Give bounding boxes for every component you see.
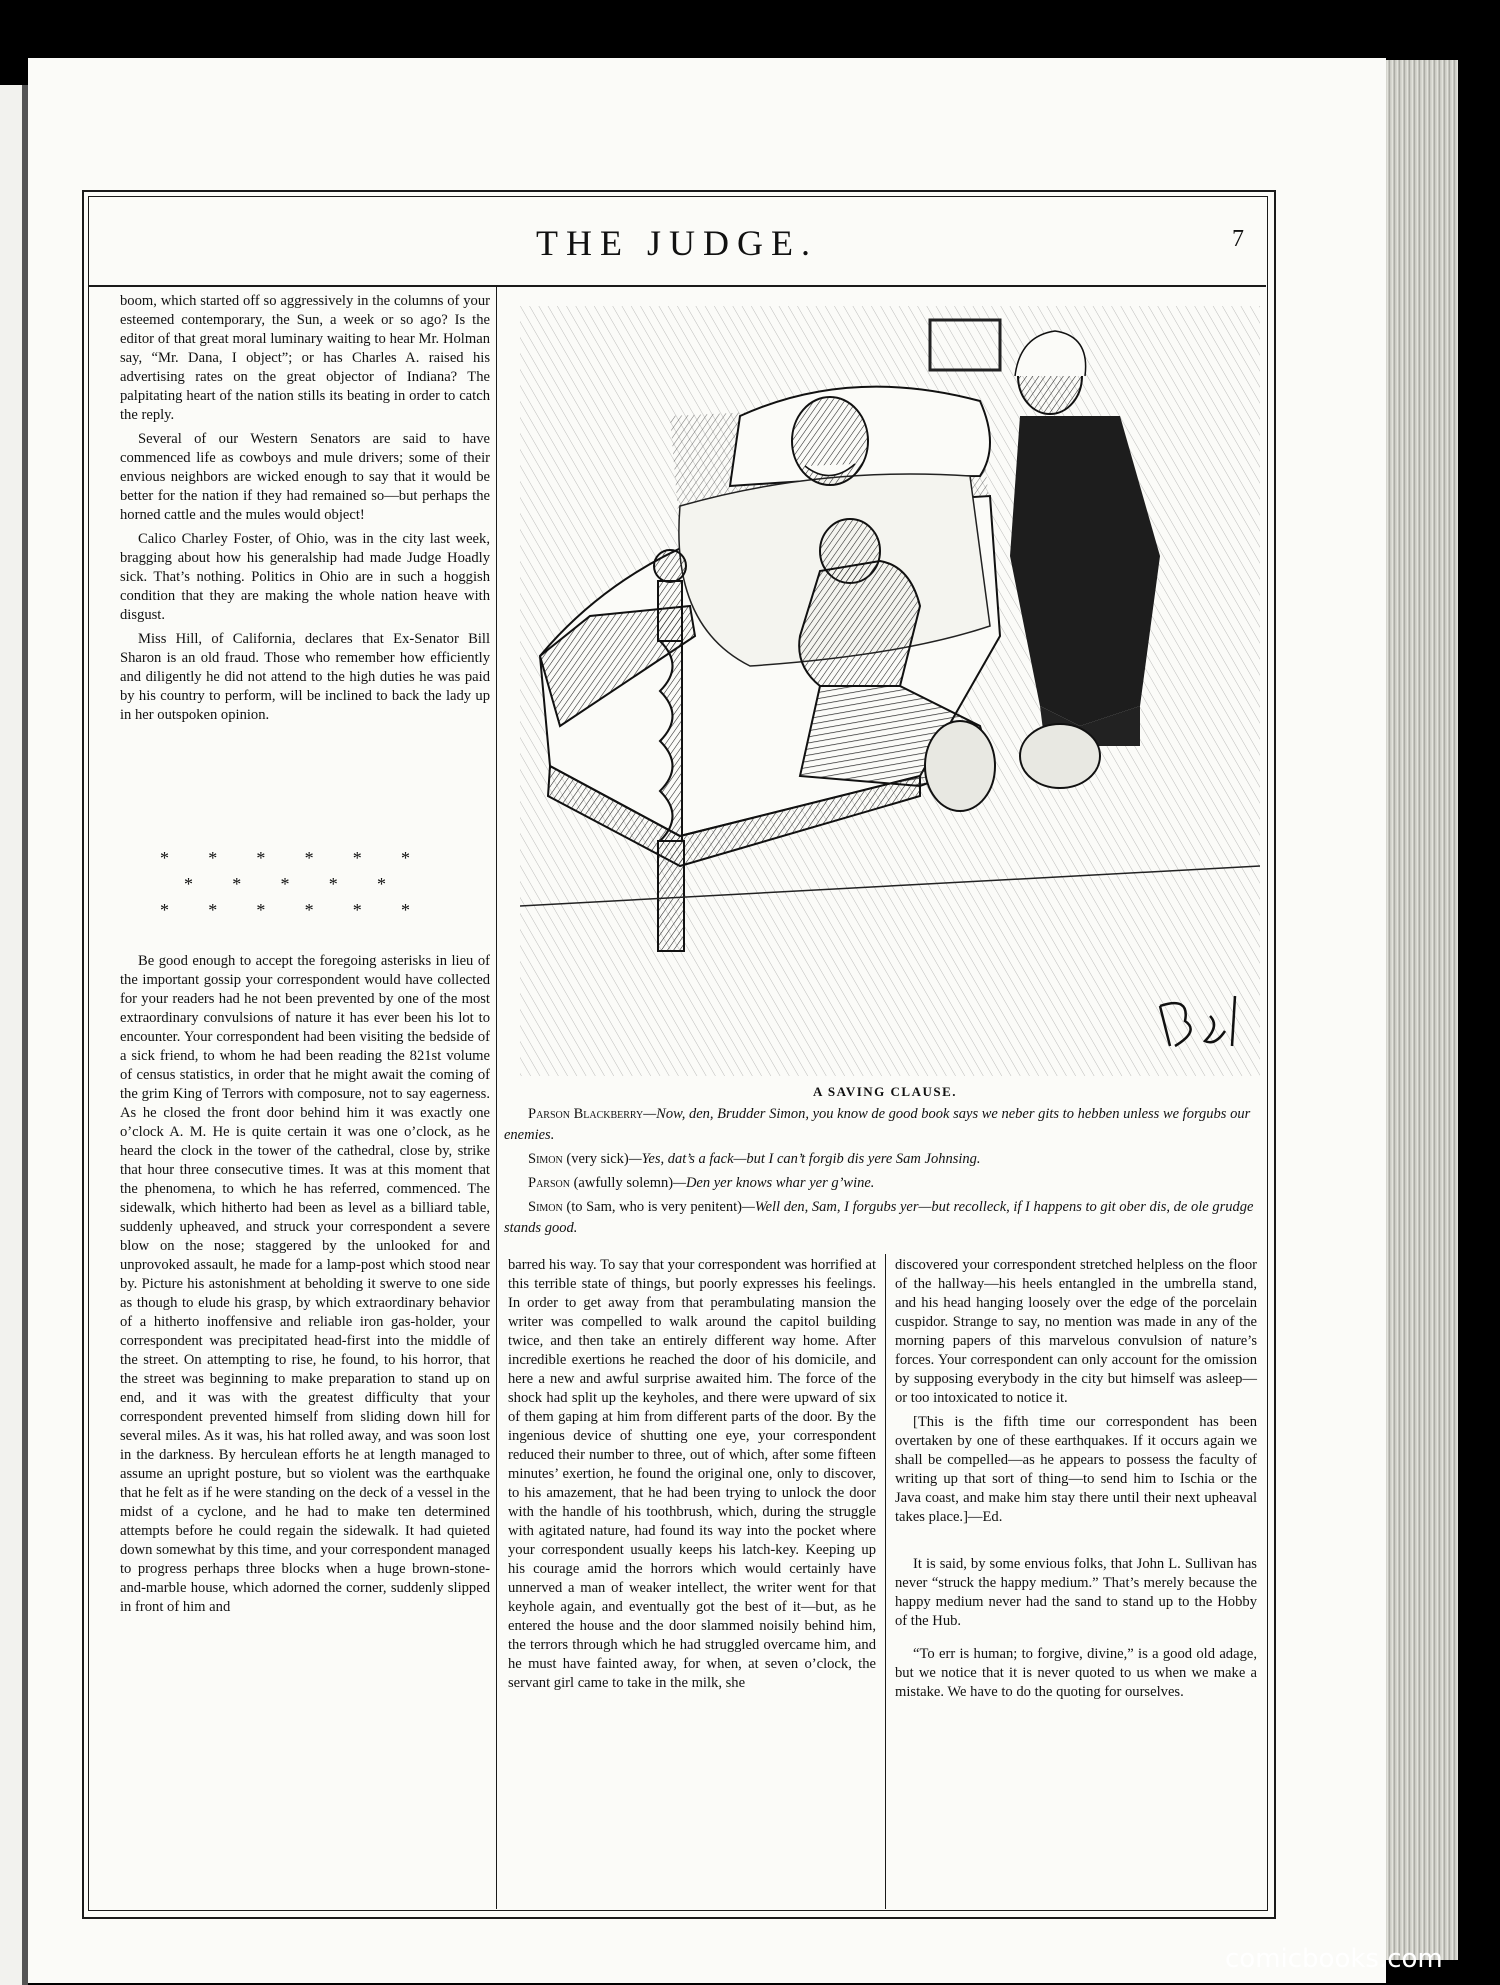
column-left-top: [120, 292, 490, 730]
article-paragraph: Several of our Western Senators are said to have commenced life as cowboys and mule drivers; some of their envious neighbors are wicked enough to say that it would be better for the nation if they had remained so—but perhaps the horned cattle and the mules would object!: [120, 431, 490, 523]
asterisk: *: [184, 874, 193, 894]
column-divider-left: [496, 287, 497, 1909]
article-paragraph: Calico Charley Foster, of Ohio, was in the city last week, bragging about how his generalship had made Judge Hoadly sick. That’s nothing. Politics in Ohio are in such a hoggish condition that they are making the whole nation heave with disgust.: [120, 531, 490, 623]
caption-speaker: Simon: [528, 1199, 563, 1215]
caption-speech: —Yes, dat’s a fack—but I can’t forgib dis yere Sam Johnsing.: [628, 1151, 981, 1167]
caption-dialogue: [504, 1104, 1266, 1242]
article-paragraph: boom, which started off so aggressively in the columns of your esteemed contemporary, the Sun, a week or so ago? Is the editor of that great moral luminary waiting to hear Mr. Holman say, “Mr. Dana, I object”; or has Charles A. raised his advertising rates on the great objector of Indiana? The palpitating heart of the nation stills its beating in order to catch the reply.: [120, 293, 490, 423]
engraving-illustration: [520, 306, 1260, 1076]
page-stack-edge: [1386, 60, 1458, 1960]
column-divider-middle: [885, 1254, 886, 1909]
editorial-note: [This is the fifth time our correspondent has been overtaken by one of these earthquakes. If it occurs again we shall be compelled—as he appears to possess the faculty of writing up that sort of thing—to send him to Ischia or the Java coast, and make him stay there until their next upheaval takes place.]—Ed.: [895, 1414, 1257, 1525]
article-paragraph: barred his way. To say that your correspondent was horrified at this terrible state of things, but poorly expresses his feelings. In order to get away from that perambulating mansion the writer was compelled to walk around the capitol building twice, and then take an entirely different way home. After incredible exertions he reached the door of his domicile, and here a new and awful surprise awaited him. The force of the shock had split up the keyholes, and there were upward of six of them gaping at him from different parts of the door. By the ingenious device of shutting one eye, your correspondent reduced their number to three, out of which, after some fifteen minutes’ exertion, he found the original one, only to discover, to his amazement, that he had been trying to unlock the door with the handle of his toothbrush, which, during the struggle with agitated nature, had found its way into the pocket where your correspondent usually keeps his latch-key. Keeping up his courage amid the horrors which would certainly have unnerved a man of weaker intellect, the writer went for that keyhole again, and eventually got the best of it—but, as he entered the house and the door slammed noisily behind him, the terrors through which he had struggled overcame him, and he must have fainted away, for when, at seven o’clock, the servant girl came to take in the milk, she: [508, 1257, 876, 1691]
article-paragraph: “To err is human; to forgive, divine,” is a good old adage, but we notice that it is never quoted to us when we make a mistake. We have to do the quoting for ourselves.: [895, 1646, 1257, 1700]
asterisk: *: [256, 848, 266, 868]
caption-speaker: Simon: [528, 1151, 563, 1167]
asterisk: *: [208, 900, 218, 920]
caption-stage: (to Sam, who is very penitent): [562, 1199, 742, 1215]
caption-line: [504, 1197, 1266, 1239]
asterisk: *: [232, 874, 242, 894]
caption-line: [504, 1149, 1266, 1170]
page-number: 7: [1232, 226, 1244, 252]
caption-line: [504, 1173, 1266, 1194]
article-paragraph: discovered your correspondent stretched helpless on the floor of the hallway—his heels entangled in the umbrella stand, and his head hanging loosely over the edge of the porcelain cuspidor. Strange to say, no mention was made in any of the morning papers of this marvelous convulsion of nature’s forces. Your correspondent can only account for the omission by supposing everybody in the city but himself was asleep—or too intoxicated to notice it.: [895, 1257, 1257, 1406]
column-right: [895, 1256, 1257, 1707]
asterisk: *: [160, 848, 169, 868]
asterisk: *: [400, 900, 410, 920]
caption-speech: —Den yer knows whar yer g’wine.: [673, 1175, 875, 1191]
article-paragraph: It is said, by some envious folks, that John L. Sullivan has never “struck the happy medium.” That’s merely because the happy medium never had the sand to stand up to the Hobby of the Hub.: [895, 1556, 1257, 1629]
asterisk: *: [304, 848, 314, 868]
masthead-rule: [88, 285, 1266, 287]
site-watermark: comicbooks.com: [1225, 1944, 1443, 1974]
caption-speaker: Parson: [528, 1175, 570, 1191]
column-middle: [508, 1256, 876, 1698]
masthead-title: THE JUDGE.: [536, 223, 818, 263]
asterisk: *: [280, 874, 290, 894]
asterisk: *: [400, 848, 410, 868]
left-page-edge: [0, 85, 22, 1985]
caption-stage: (awfully solemn): [569, 1175, 674, 1191]
article-paragraph: Be good enough to accept the foregoing asterisks in lieu of the important gossip your correspondent would have collected for your readers had he not been prevented by one of the most extraordinary convulsions of nature it has ever been his lot to encounter. Your correspondent had been visiting the bedside of a sick friend, to whom he had been reading the 821st volume of census statistics, in order that he might await the coming of the grim King of Terrors with composure, not to say eagerness. As he closed the front door behind him it was exactly one o’clock A. M. He is quite certain it was one o’clock, as he heard the clock in the tower of the cathedral, close by, strike that hour three consecutive times. It was at this moment that the phenomena, to which he has referred, commenced. The sidewalk, which hitherto had been as level as a billiard table, suddenly upheaved, and struck your correspondent a severe blow on the nose; staggered by the unlooked for and unprovoked assault, he made for a lamp-post which stood near by. Picture his astonishment at beholding it swerve to one side as though to elude his grasp, by which extraordinary behavior of a hitherto inoffensive and reliable iron gas-holder, your correspondent was precipitated head-first into the middle of the street. On attempting to rise, he found, to his horror, that the street was beginning to make preparation to stand up on end, and it was with the greatest difficulty that your correspondent prevented himself from sliding down hill for several miles. As it was, his hat rolled away, and was soon lost in the darkness. By herculean efforts he at length managed to assume an upright posture, but so violent was the earthquake that he felt as if he were standing on the deck of a vessel in the midst of a cyclone, and he had to make ten determined attempts before he could regain the sidewalk. It had quieted down somewhat by this time, and your correspondent managed to progress perhaps three blocks when a huge brown-stone-and-marble house, which adorned the corner, suddenly slipped in front of him and: [120, 953, 490, 1615]
caption-stage: (very sick): [562, 1151, 629, 1167]
asterisk: *: [328, 874, 338, 894]
sick-man-head: [792, 397, 868, 485]
caption-title: A SAVING CLAUSE.: [812, 1084, 958, 1099]
asterisk: *: [377, 874, 386, 894]
asterisk: *: [352, 900, 362, 920]
asterisk-separator: [160, 848, 410, 926]
article-paragraph: Miss Hill, of California, declares that Ex-Senator Bill Sharon is an old fraud. Those who remember how efficiently and diligently he did not attend to the high duties he was paid by his country to perform, will be inclined to back the lady up in her outspoken opinion.: [120, 631, 490, 723]
asterisk: *: [304, 900, 314, 920]
caption-speech: —Now, den, Brudder Simon, you know de good book says we neber gits to hebben unless we forgubs our enemies.: [504, 1106, 1251, 1143]
caption-speech: —Well den, Sam, I forgubs yer—but recolleck, if I happens to git ober dis, de ole grudge stands good.: [504, 1199, 1254, 1236]
asterisk: *: [208, 848, 218, 868]
caption-line: [504, 1104, 1266, 1146]
asterisk: *: [256, 900, 266, 920]
asterisk: *: [160, 900, 169, 920]
asterisk: *: [352, 848, 362, 868]
column-left-bottom: [120, 952, 490, 1622]
caption-speaker: Parson Blackberry: [528, 1106, 644, 1122]
